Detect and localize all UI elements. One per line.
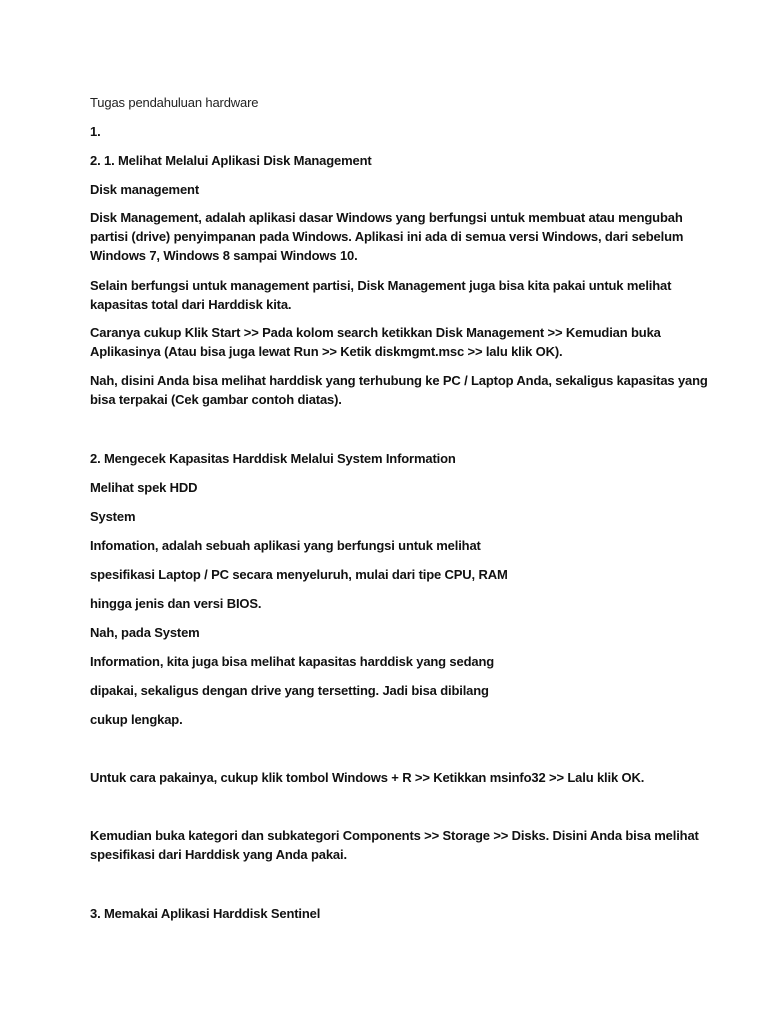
paragraph-line: Aplikasinya (Atau bisa juga lewat Run >> Ketik diskmgmt.msc >> lalu klik OK). <box>90 344 563 359</box>
paragraph-line: hingga jenis dan versi BIOS. <box>90 596 262 611</box>
paragraph-line: Nah, pada System <box>90 625 200 640</box>
paragraph-line: partisi (drive) penyimpanan pada Windows. Aplikasi ini ada di semua versi Windows, dari sebelum <box>90 229 684 244</box>
paragraph-line: spesifikasi Laptop / PC secara menyeluruh, mulai dari tipe CPU, RAM <box>90 567 508 582</box>
section-1-subheading: Disk management <box>90 182 200 197</box>
paragraph-line: System <box>90 509 136 524</box>
section-2-subheading: Melihat spek HDD <box>90 480 198 495</box>
paragraph-line: kapasitas total dari Harddisk kita. <box>90 297 292 312</box>
section-3-heading: 3. Memakai Aplikasi Harddisk Sentinel <box>90 906 321 921</box>
paragraph-line: Caranya cukup Klik Start >> Pada kolom search ketikkan Disk Management >> Kemudian buka <box>90 325 661 340</box>
section-2-heading: 2. Mengecek Kapasitas Harddisk Melalui System Information <box>90 451 456 466</box>
paragraph-line: dipakai, sekaligus dengan drive yang tersetting. Jadi bisa dibilang <box>90 683 489 698</box>
paragraph-line: bisa terpakai (Cek gambar contoh diatas). <box>90 392 342 407</box>
paragraph-line: Untuk cara pakainya, cukup klik tombol Windows + R >> Ketikkan msinfo32 >> Lalu klik OK. <box>90 770 645 785</box>
paragraph-line: Information, kita juga bisa melihat kapasitas harddisk yang sedang <box>90 654 495 669</box>
paragraph-line: Kemudian buka kategori dan subkategori Components >> Storage >> Disks. Disini Anda bisa melihat <box>90 828 699 843</box>
paragraph-line: spesifikasi dari Harddisk yang Anda pakai. <box>90 847 347 862</box>
paragraph-line: cukup lengkap. <box>90 712 183 727</box>
paragraph-line: Nah, disini Anda bisa melihat harddisk yang terhubung ke PC / Laptop Anda, sekaligus kapasitas yang <box>90 373 708 388</box>
section-1-heading: 2. 1. Melihat Melalui Aplikasi Disk Management <box>90 153 372 168</box>
list-item-1: 1. <box>90 124 101 139</box>
paragraph-line: Infomation, adalah sebuah aplikasi yang berfungsi untuk melihat <box>90 538 481 553</box>
paragraph-line: Selain berfungsi untuk management partisi, Disk Management juga bisa kita pakai untuk melihat <box>90 278 672 293</box>
paragraph-line: Disk Management, adalah aplikasi dasar Windows yang berfungsi untuk membuat atau mengubah <box>90 210 683 225</box>
document-title: Tugas pendahuluan hardware <box>90 95 259 110</box>
paragraph-line: Windows 7, Windows 8 sampai Windows 10. <box>90 248 358 263</box>
